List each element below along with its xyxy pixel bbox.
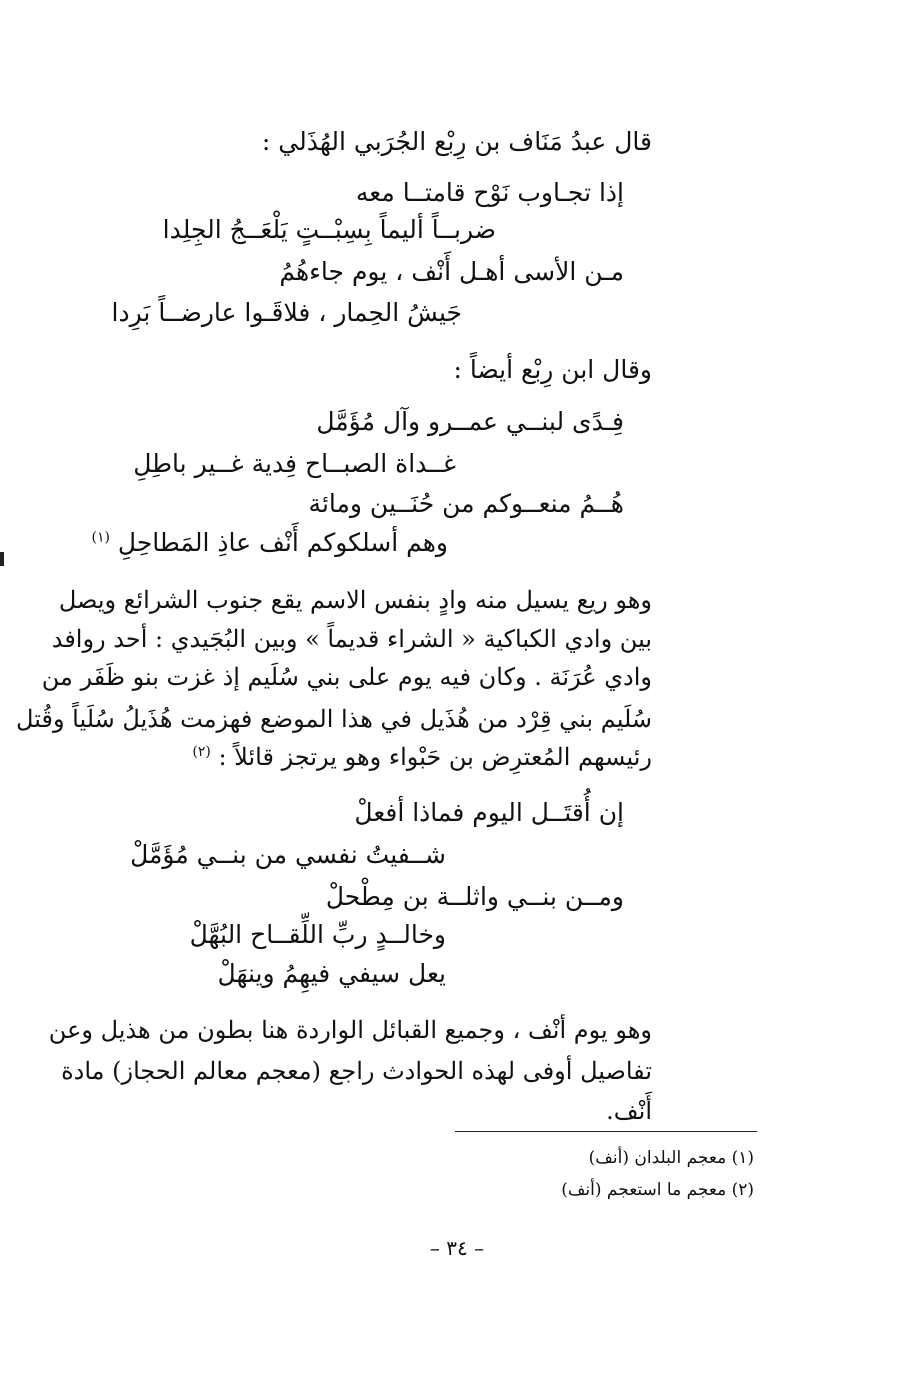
prose1-line-4: سُلَيم بني قِرْد من هُذَيل في هذا الموضع فهزمت هُذَيلُ سُلَياً وقُتل (16, 705, 652, 733)
poem3-verse-3: ومــن بنــي واثلــة بن مِطْحلْ (325, 882, 624, 911)
prose1-line-3: وادي عُرَنَة . وكان فيه يوم على بني سُلَيم إذ غزت بنو ظَفَر من (41, 663, 652, 691)
prose1-line-2: بين وادي الكباكية « الشراء قديماً » وبين البُجَيدي : أحد روافد (51, 625, 652, 653)
prose2-line-1: وهو يوم أنْف ، وجميع القبائل الواردة هنا بطون من هذيل وعن (48, 1016, 652, 1044)
poem2-verse-2: غــداة الصبــاح فِدية غــير باطِلِ (133, 449, 456, 478)
footnote-marker-2: (٢) (192, 744, 211, 760)
poem2-verse-1: فِـدًى لبنــي عمــرو وآل مُؤَمَّل (316, 407, 624, 436)
intro-line-1: قال عبدُ مَنَاف بن رِبْع الجُرَبي الهُذَلي : (261, 127, 652, 156)
prose1-line-1: وهو ريع يسيل منه وادٍ بنفس الاسم يقع جنوب الشرائع ويصل (58, 586, 652, 614)
poem2-verse-4-text: وهم أسلكوكم أَنْف عاذِ المَطاحِلِ (117, 528, 448, 557)
poem2-verse-3: هُــمُ منعــوكم من حُنَــين ومائة (308, 489, 624, 518)
prose2-line-3: أَنْف. (606, 1097, 652, 1125)
poem1-verse-2: ضربــاً أليماً بِسِبْــتٍ يَلْعَــجُ الجِلِدا (162, 215, 496, 244)
footnote-2: (٢) معجم ما استعجم (أنف) (561, 1180, 754, 1200)
poem3-verse-2: شــفيتُ نفسي من بنــي مُؤَمَّلْ (130, 840, 446, 869)
poem2-verse-4 (91, 526, 448, 560)
margin-mark (0, 552, 4, 566)
poem3-verse-4: وخالــدٍ ربِّ اللِّقــاح البُهَّلْ (189, 920, 446, 949)
poem1-verse-1: إذا تجـاوب نَوْح قامتــا معه (355, 178, 624, 207)
prose1-line-5 (192, 740, 652, 774)
poem1-verse-3: مـن الأسى أهـل أَنْف ، يوم جاءهُمُ (279, 257, 624, 286)
poem1-verse-4: جَيشُ الحِمار ، فلاقَـوا عارضــاً بَرِدا (111, 298, 462, 327)
page-number: – ٣٤ – (429, 1236, 485, 1260)
intro-line-2: وقال ابن رِبْع أيضاً : (453, 355, 652, 384)
footnote-1: (١) معجم البلدان (أنف) (588, 1148, 754, 1168)
prose1-line-5-text: رئيسهم المُعترِض بن حَبْواء وهو يرتجز قائلاً : (218, 743, 652, 771)
poem3-verse-5: يعل سيفي فيهِمُ وينهَلْ (217, 959, 446, 988)
footnote-separator (455, 1131, 757, 1132)
poem3-verse-1: إن أُقتَــل اليوم فماذا أفعلْ (354, 798, 624, 827)
footnote-marker-1: (١) (91, 529, 110, 546)
prose2-line-2: تفاصيل أوفى لهذه الحوادث راجع (معجم معالم الحجاز) مادة (61, 1057, 652, 1085)
